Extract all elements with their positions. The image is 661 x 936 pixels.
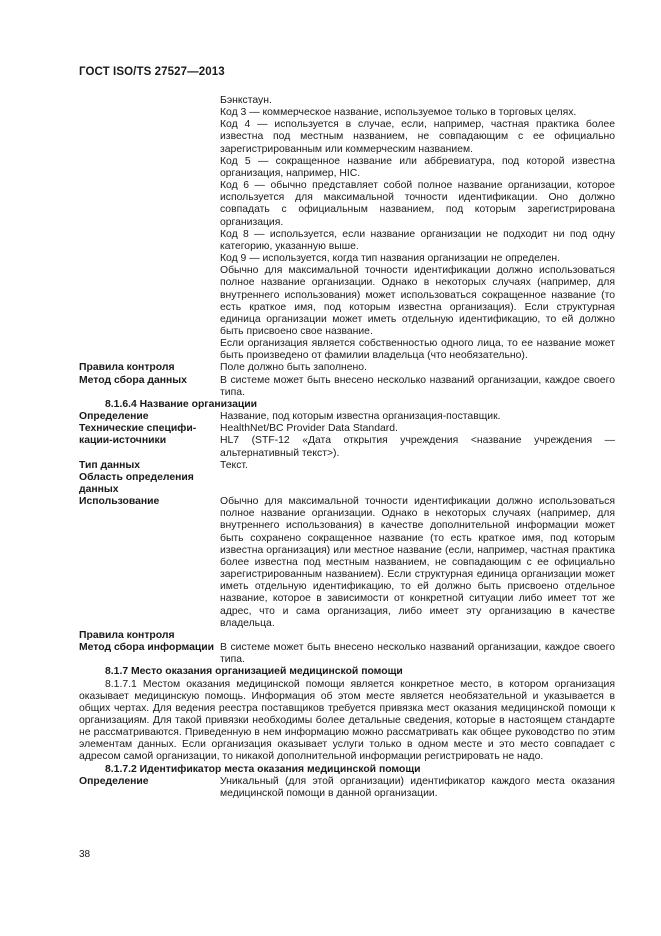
text-line: Код 3 — коммерческое название, используемое только в торговых целях.: [220, 107, 577, 119]
definition-row: [79, 411, 615, 423]
specs-value: HealthNet/BC Provider Data Standard.: [220, 423, 398, 435]
collection-method-row: [79, 375, 615, 399]
definition-value: Уникальный (для этой организации) идентификатор каждого места оказания медицинской помощи в данной организации.: [220, 775, 615, 799]
usage-label: Использование: [79, 496, 160, 508]
collection-method-value: В системе может быть внесено несколько названий организации, каждое своего типа.: [220, 374, 615, 398]
text-line: Код 9 — используется, когда тип названия организации не определен.: [220, 253, 561, 265]
text-line: Бэнкстаун.: [220, 95, 272, 106]
specs-label: Технические специфи-кации-источники: [79, 423, 197, 447]
specs-value: HL7 (STF-12 «Дата открытия учреждения <название учреждения — альтернативный текст>).: [220, 435, 615, 459]
page-content: [79, 95, 615, 800]
control-rules-label: Правила контроля: [79, 629, 175, 641]
page-number: 38: [79, 849, 91, 860]
control-rules-label: Правила контроля: [79, 362, 175, 374]
section-heading-8172: 8.1.7.2 Идентификатор места оказания медицинской помощи: [105, 763, 421, 775]
collection-method-row: [79, 642, 615, 666]
text-line: Код 6 — обычно представляет собой полное название организации, которое используется для максимальной точности идентификации. Оно должно совпадать с официальным названием, под которым зарегистрирована организация.: [220, 180, 615, 228]
domain-label: Область определения данных: [79, 471, 194, 495]
datatype-value: Текст.: [220, 459, 248, 471]
document-header: ГОСТ ISO/TS 27527—2013: [79, 66, 225, 78]
code-list-block: [79, 95, 615, 362]
usage-value: Обычно для максимальной точности идентификации должно использоваться полное название организации. Однако в некоторых случаях (например, для внутреннего использования) в качестве дополнительной информации может быть сохранено сокращенное название (то есть краткое имя, под которым известна организация) или местное название (если, например, частная практика более известна под местным названием, не совпадающим с ее официально зарегистрированным названием). Если структурная единица организации может иметь отдельную идентификацию, то ей должно быть присвоено отдельное название, которое в зависимости от конкретной ситуации либо имеет тот же адрес, что и сама организация, либо имеет эту организацию в качестве владельца.: [220, 496, 615, 629]
specs-row: [79, 423, 615, 459]
text-line: Код 4 — используется в случае, если, например, частная практика более известна под местным названием, не совпадающим с ее официально зарегистрированным или коммерческим названием.: [220, 119, 615, 155]
domain-row: [79, 472, 615, 496]
datatype-label: Тип данных: [79, 459, 141, 471]
collection-method-label: Метод сбора информации: [79, 642, 215, 654]
text-line: Код 5 — сокращенное название или аббревиатура, под которой известна организация, например, HIC.: [220, 155, 615, 179]
datatype-row: [79, 460, 615, 472]
paragraph-8171: 8.1.7.1 Местом оказания медицинской помощи является конкретное место, в котором организация оказывает медицинскую помощь. Информация об этом месте является необязательной и указывается в общих чертах. Для ведения реестра поставщиков требуется привязка мест оказания медицинской помощи к организациям. Для такой привязки необходимы более детальные сведения, которые в настоящем стандарте не рассматриваются. Приведенную в нем информацию можно рассматривать как общее руководство по этим элементам данных. Если организация оказывает услуги только в одном месте и это место совпадает с адресом самой организации, то никакой дополнительной информации регистрировать не надо.: [79, 678, 615, 763]
control-rules-value: Поле должно быть заполнено.: [220, 362, 367, 374]
usage-row: [79, 496, 615, 630]
definition-value: Название, под которым известна организация-поставщик.: [220, 411, 501, 423]
section-heading-817: 8.1.7 Место оказания организацией медицинской помощи: [105, 666, 403, 678]
definition-label: Определение: [79, 775, 149, 787]
text-line: Код 8 — используется, если название организации не подходит ни под одну категорию, указанную выше.: [220, 228, 615, 252]
text-line: Обычно для максимальной точности идентификации должно использоваться полное название организации. Однако в некоторых случаях (например, для внутреннего использования) может использоваться сокращенное название (то есть краткое имя, под которым известна организация). Если структурная единица организации может иметь отдельную идентификацию, то ей должно быть присвоено свое название.: [220, 265, 615, 337]
section-heading-8164: 8.1.6.4 Название организации: [105, 398, 258, 410]
control-rules-row: [79, 630, 615, 642]
control-rules-row: [79, 362, 615, 374]
collection-method-label: Метод сбора данных: [79, 374, 187, 386]
definition-label: Определение: [79, 411, 149, 423]
text-line: Если организация является собственностью одного лица, то ее название может быть произведено от фамилии владельца (что необязательно).: [220, 338, 615, 362]
definition-row: [79, 776, 615, 800]
collection-method-value: В системе может быть внесено несколько названий организации, каждое своего типа.: [220, 642, 615, 666]
